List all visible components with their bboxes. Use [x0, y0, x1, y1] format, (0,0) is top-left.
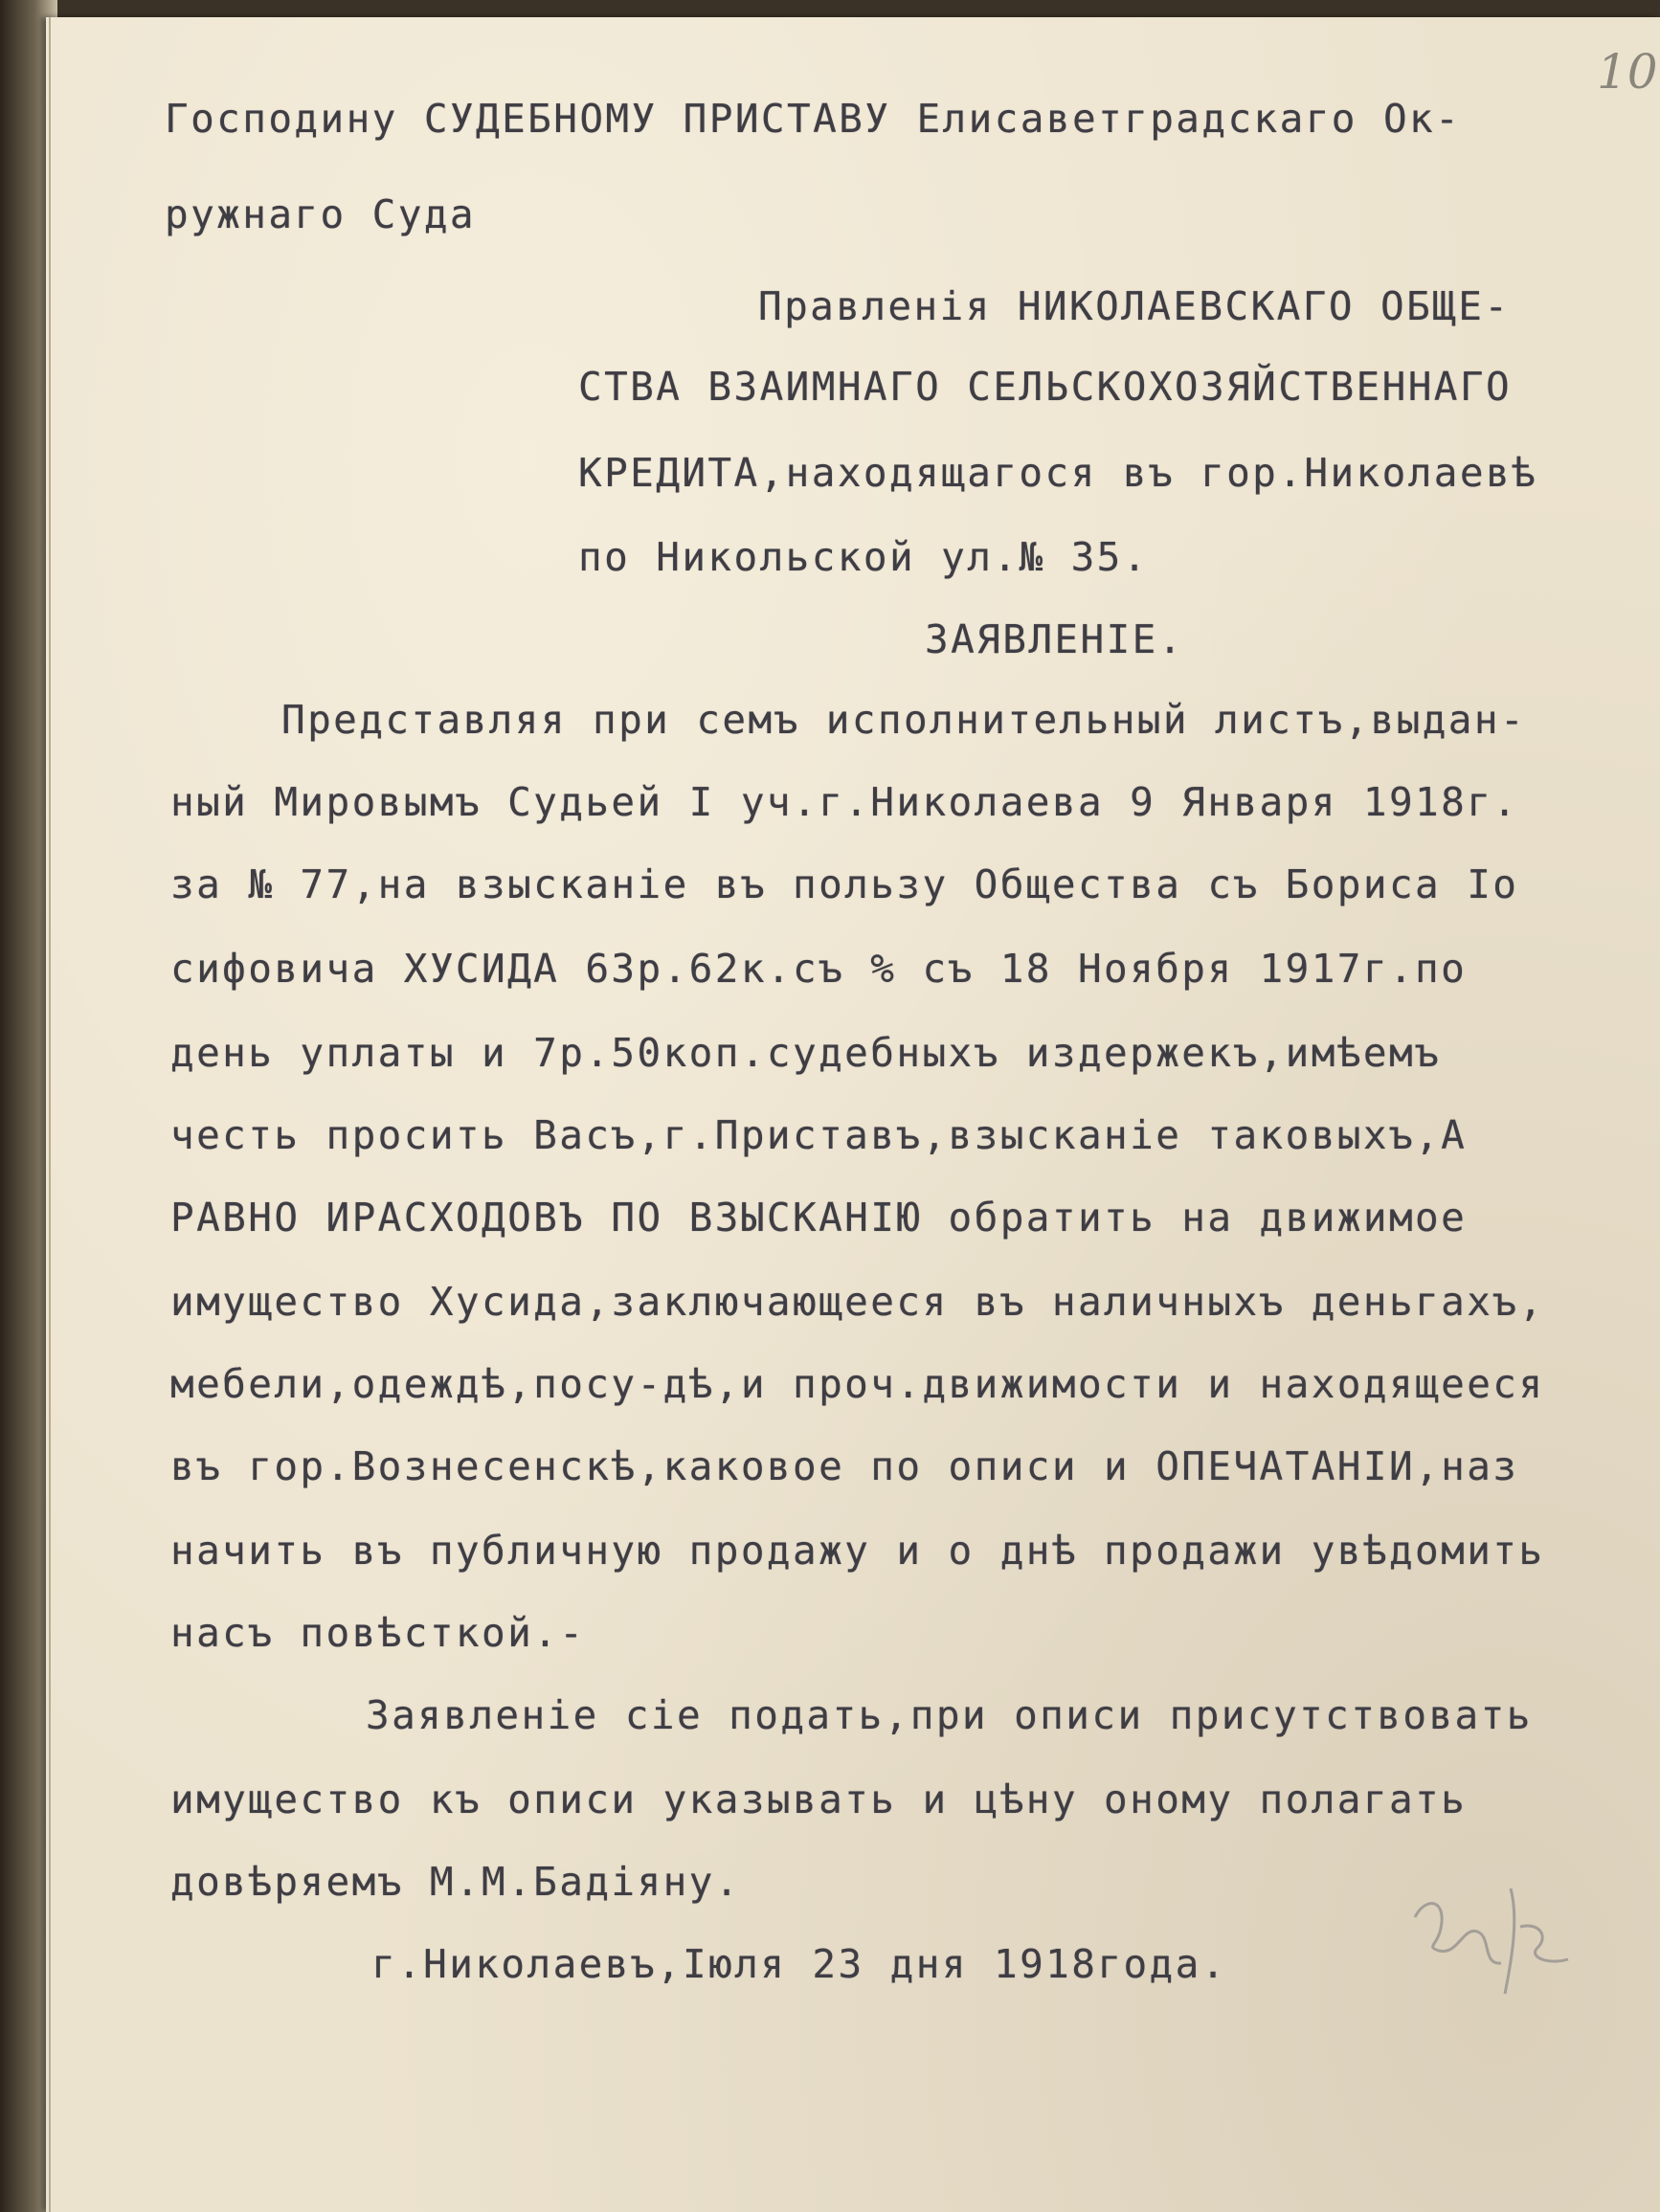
addressee-line-1: Господину СУДЕБНОМУ ПРИСТАВУ Елисаветградскаго Ок- [165, 96, 1462, 142]
sender-line-1: Правленія НИКОЛАЕВСКАГО ОБЩЕ- [758, 283, 1511, 329]
body-line-7: РАВНО ИРАСХОДОВЪ ПО ВЗЫСКАНІЮ обратить на движимое [170, 1195, 1468, 1240]
page-number: 10 [1597, 44, 1658, 100]
handwritten-signature [1405, 1879, 1597, 2003]
body-line-5: день уплаты и 7р.50коп.судебныхъ издержекъ,имѣемъ [170, 1030, 1442, 1076]
page-left-edge [49, 17, 51, 2212]
document-title: ЗАЯВЛЕНІЕ. [925, 616, 1184, 662]
date-line: г.Николаевъ,Іюля 23 дня 1918года. [371, 1941, 1227, 1987]
sender-line-3: КРЕДИТА,находящагося въ гор.Николаевѣ [578, 450, 1538, 496]
body-line-9: мебели,одеждѣ,посу-дѣ,и проч.движимости и находящееся [170, 1361, 1545, 1407]
body-line-10: въ гор.Вознесенскѣ,каковое по описи и ОПЕЧАТАНІИ,наз [170, 1443, 1519, 1489]
addressee-line-2: ружнаго Суда [165, 191, 477, 237]
body-line-3: за № 77,на взысканіе въ пользу Общества съ Бориса Іо [170, 861, 1519, 907]
sender-line-2: СТВА ВЗАИМНАГО СЕЛЬСКОХОЗЯЙСТВЕННАГО [578, 364, 1513, 410]
trust-line-2: имущество къ описи указывать и цѣну оному полагать [170, 1776, 1468, 1822]
sender-line-4: по Никольской ул.№ 35. [578, 534, 1149, 580]
body-line-11: начить въ публичную продажу и о днѣ продажи увѣдомить [170, 1528, 1545, 1574]
body-line-6: честь просить Васъ,г.Приставъ,взысканіе таковыхъ,А [170, 1112, 1468, 1158]
body-line-2: ный Мировымъ Судьей I уч.г.Николаева 9 Января 1918г. [170, 779, 1519, 825]
body-line-4: сифовича ХУСИДА 63р.62к.съ % съ 18 Ноября 1917г.по [170, 946, 1468, 992]
trust-line-1: Заявленіе сіе подать,при описи присутствовать [366, 1692, 1533, 1738]
document-sheet [46, 17, 1660, 2212]
trust-line-3: довѣряемъ М.М.Бадіяну. [170, 1859, 741, 1905]
body-line-12: насъ повѣсткой.- [170, 1610, 586, 1656]
body-line-1: Представляя при семъ исполнительный листъ,выдан- [281, 697, 1527, 743]
body-line-8: имущество Хусида,заключающееся въ наличныхъ деньгахъ, [170, 1279, 1545, 1325]
